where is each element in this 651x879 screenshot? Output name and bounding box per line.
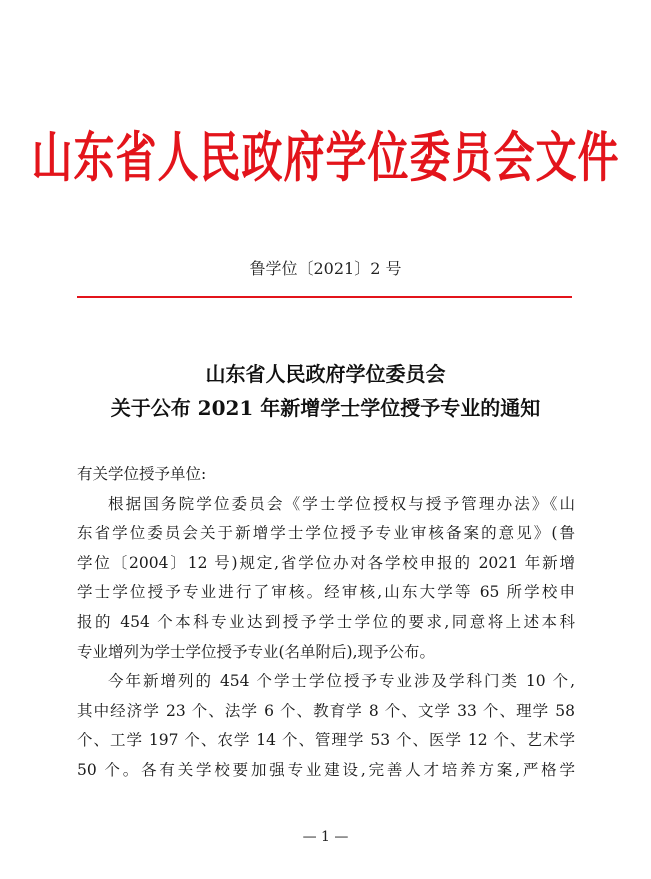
masthead-title: 山东省人民政府学位委员会文件	[31, 125, 620, 190]
red-divider-line	[77, 296, 572, 298]
title-line-2: 关于公布 2021 年新增学士学位授予专业的通知	[110, 396, 541, 420]
paragraph-2-line: 今年新增列的 454 个学士学位授予专业涉及学科门类 10 个,	[108, 672, 575, 691]
document-number: 鲁学位〔2021〕2 号	[249, 259, 402, 278]
body-text	[77, 460, 575, 786]
paragraph-1-line: 东省学位委员会关于新增学士学位授予专业审核备案的意见》(鲁	[77, 524, 575, 543]
notice-title	[0, 357, 651, 425]
paragraph-1-line: 学位〔2004〕12 号)规定,省学位办对各学校申报的 2021 年新增	[77, 553, 575, 572]
paragraph-2-line: 50 个。各有关学校要加强专业建设,完善人才培养方案,严格学	[77, 760, 575, 779]
salutation: 有关学位授予单位:	[77, 465, 207, 483]
page-number: — 1 —	[302, 829, 349, 845]
paragraph-1-line: 专业增列为学士学位授予专业(名单附后),现予公布。	[77, 642, 436, 661]
paragraph-1-line: 报的 454 个本科专业达到授予学士学位的要求,同意将上述本科	[77, 612, 575, 631]
title-line-1: 山东省人民政府学位委员会	[205, 362, 446, 386]
paragraph-2-line: 其中经济学 23 个、法学 6 个、教育学 8 个、文学 33 个、理学 58	[77, 701, 575, 720]
paragraph-1-line: 学士学位授予专业进行了审核。经审核,山东大学等 65 所学校申	[77, 583, 575, 602]
paragraph-1-line: 根据国务院学位委员会《学士学位授权与授予管理办法》《山	[108, 494, 575, 513]
paragraph-2-line: 个、工学 197 个、农学 14 个、管理学 53 个、医学 12 个、艺术学	[77, 731, 575, 750]
